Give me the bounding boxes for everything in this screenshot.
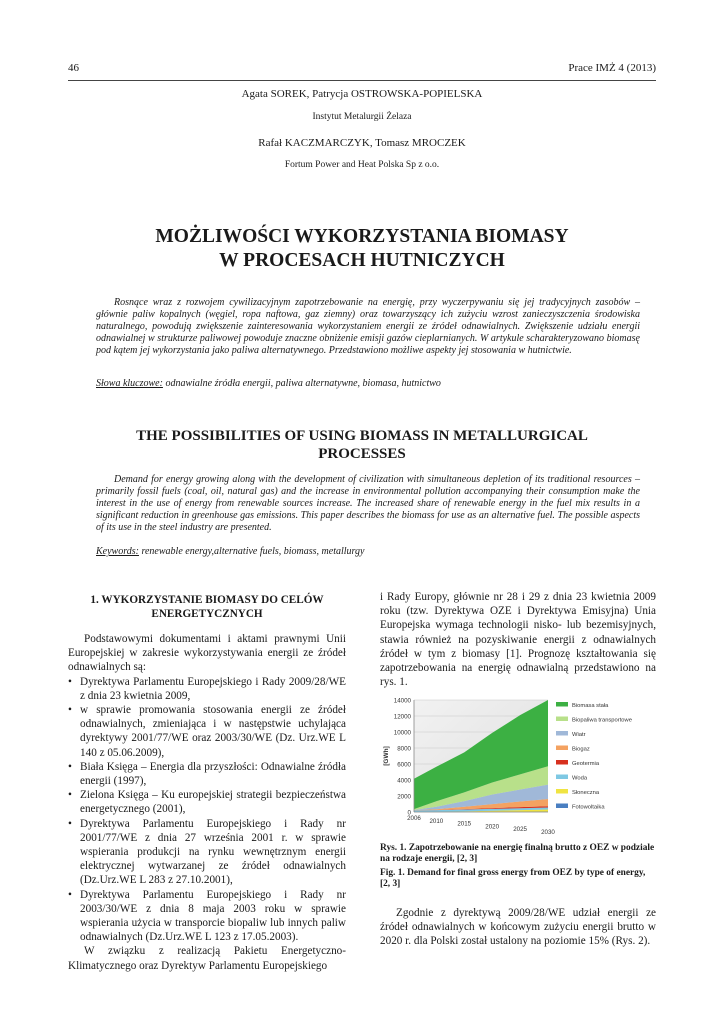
keywords-english-text: renewable energy,alternative fuels, biomass, metallurgy [138,546,365,557]
title-polish-line-2: W PROCESACH HUTNICZYCH [219,250,505,271]
journal-name: Prace IMŻ 4 (2013) [568,62,656,74]
legend-label: Słoneczna [572,790,600,796]
title-english-line-1: THE POSSIBILITIES OF USING BIOMASS IN METALLURGICAL [136,428,588,444]
section-1-heading-line-2: ENERGETYCZNYCH [151,608,263,620]
legend-swatch [556,746,568,751]
section-1-continuation: i Rady Europy, głównie nr 28 i 29 z dnia 23 kwietnia 2009 roku (tzw. Dyrektywa OZE i Dyrektywa Emisyjna) Unia Europejska wymaga technologii nisko- lub bezemisyjnych, stawia również na pozyskiwanie energii z odnawialnych źródeł w tym z biomasy [1]. Prognozę kształtowania się zapotrzebowania na energię odnawialną przedstawiono na rys. 1. [380,591,656,689]
affiliation-1: Instytut Metalurgii Żelaza [312,112,412,122]
abstract-english: Demand for energy growing along with the development of civilization with simultaneous depletion of its traditional resources – primarily fossil fuels (coal, oil, natural gas) and the increase in environmental pollution accompanying their consumption make the interest in the use of energy from renewable sources increase. The increased share of renewable energy in the fuel mix results in a significant reduction in greenhouse gas emissions. This paper describes the biomass for use as an alternative fuel. The possible aspects of its use in the steel industry are presented. [96,474,640,534]
x-tick-label: 2006 [407,815,421,822]
keywords-english-label: Keywords: [96,546,139,557]
list-item: • Zielona Księga – Ku europejskiej strategii bezpieczeństwa energetycznego (2001), [68,788,346,816]
x-tick-label: 2030 [541,829,555,836]
area-chart [380,694,656,840]
legend-swatch [556,804,568,809]
figure-1-caption-english: Fig. 1. Demand for final gross energy from OEZ by type of energy, [2, 3] [380,868,646,890]
keywords-polish [96,378,640,389]
legend-swatch [556,731,568,736]
keywords-english [96,546,640,557]
title-english [68,427,656,463]
y-tick-label: 0 [407,809,411,817]
y-tick-label: 2000 [397,793,411,801]
x-tick-label: 2020 [485,823,500,831]
y-tick-label: 4000 [397,777,411,785]
title-english-line-2: PROCESSES [318,446,406,462]
y-tick-label: 8000 [397,745,411,753]
legend-label: Fotowoltaika [572,804,605,811]
list-item: • w sprawie promowania stosowania energii ze źródeł odnawialnych, zmieniająca i w następstwie uchylająca dyrektywy 2001/77/WE oraz 2003/30/WE (Dz. Urz.WE L 140 z 05.06.2009), [68,703,346,760]
figure-1-chart [380,694,656,840]
legend-swatch [556,789,568,794]
legend-swatch [556,760,568,765]
legend-swatch [556,775,568,780]
list-item: • Dyrektywa Parlamentu Europejskiego i Rady 2009/28/WE z dnia 23 kwietnia 2009, [68,675,346,703]
section-1-heading [68,593,346,621]
legend-label: Biopaliwa transportowe [572,717,632,724]
y-tick-label: 12000 [393,713,411,721]
section-1-closing: W związku z realizacją Pakietu Energetyczno-Klimatycznego oraz Dyrektyw Parlamentu Europejskiego [68,945,346,972]
y-tick-label: 14000 [393,697,411,705]
y-tick-label: 10000 [393,729,411,737]
list-item: • Biała Księga – Energia dla przyszłości: Odnawialne źródła energii (1997), [68,760,346,788]
title-polish-line-1: MOŻLIWOŚCI WYKORZYSTANIA BIOMASY [155,226,569,247]
section-1-renewable-target: Zgodnie z dyrektywą 2009/28/WE udział energii ze źródeł odnawialnych w końcowym zużyciu energii brutto w 2020 r. dla Polski został ustalony na poziomie 15% (Rys. 2). [380,907,656,948]
legal-documents-list [68,675,346,945]
legend-label: Biomasa stała [572,703,609,709]
list-item: • Dyrektywa Parlamentu Europejskiego i Rady nr 2003/30/WE z dnia 8 maja 2003 roku w sprawie wspierania użycia w transporcie biopaliw lub innych paliw odnawialnych (Dz.Urz.WE L 123 z 17.05.2003). [68,888,346,945]
right-column-para-2 [380,906,656,949]
legend-label: Woda [572,775,588,782]
y-tick-label: 6000 [397,761,411,769]
legend-label: Biogaz [572,746,590,753]
right-column-para-1 [380,590,656,689]
left-column-body [68,632,346,973]
x-tick-label: 2025 [513,826,527,834]
legend-label: Wiatr [572,732,586,738]
x-tick-label: 2010 [429,817,444,825]
keywords-polish-label: Słowa kluczowe: [96,378,163,389]
legend-label: Geotermia [572,761,600,767]
author-group-2: Rafał KACZMARCZYK, Tomasz MROCZEK [258,137,466,149]
author-group-1: Agata SOREK, Patrycja OSTROWSKA-POPIELSKA [241,88,483,100]
y-axis-label: [GWh] [383,746,390,766]
legend-swatch [556,702,568,707]
header-rule [68,80,656,81]
figure-1-caption-polish: Rys. 1. Zapotrzebowanie na energię finalną brutto z OEZ w podziale na rodzaje energii, [2, 3] [380,843,655,865]
page-number: 46 [68,62,79,74]
keywords-polish-text: odnawialne źródła energii, paliwa alternatywne, biomasa, hutnictwo [162,378,441,389]
x-tick-label: 2015 [457,820,472,828]
legend-swatch [556,717,568,722]
list-item: • Dyrektywa Parlamentu Europejskiego i Rady nr 2001/77/WE z dnia 27 września 2001 r. w sprawie wspierania produkcji na rynku wewnętrznym energii elektrycznej wytwarzanej ze źródeł odnawialnych (Dz.Urz.WE L 283 z 27.10.2001), [68,817,346,888]
title-polish [68,225,656,273]
abstract-polish: Rosnące wraz z rozwojem cywilizacyjnym zapotrzebowanie na energię, przy wyczerpywaniu się jej tradycyjnych zasobów – głównie paliw kopalnych (węgiel, ropa naftowa, gaz ziemny) oraz towarzyszący ich zużyciu wzrost zanieczyszczenia środowiska naturalnego, powodują zwiększenie zainteresowania wykorzystaniem energii ze źródeł odnawialnych. Zwiększenie udziału energii odnawialnej w strukturze paliwowej powoduje znaczne obniżenie emisji gazów cieplarnianych. W artykule scharakteryzowano biomasę pod kątem jej wykorzystania jako paliwa alternatywnego. Przedstawiono możliwe aspekty jej stosowania w hutnictwie. [96,297,640,357]
affiliation-2: Fortum Power and Heat Polska Sp z o.o. [284,160,440,170]
section-1-intro: Podstawowymi dokumentami i aktami prawnymi Unii Europejskiej w zakresie wykorzystywania energii ze źródeł odnawialnych są: [68,633,346,674]
section-1-heading-line-1: 1. WYKORZYSTANIE BIOMASY DO CELÓW [90,594,324,606]
